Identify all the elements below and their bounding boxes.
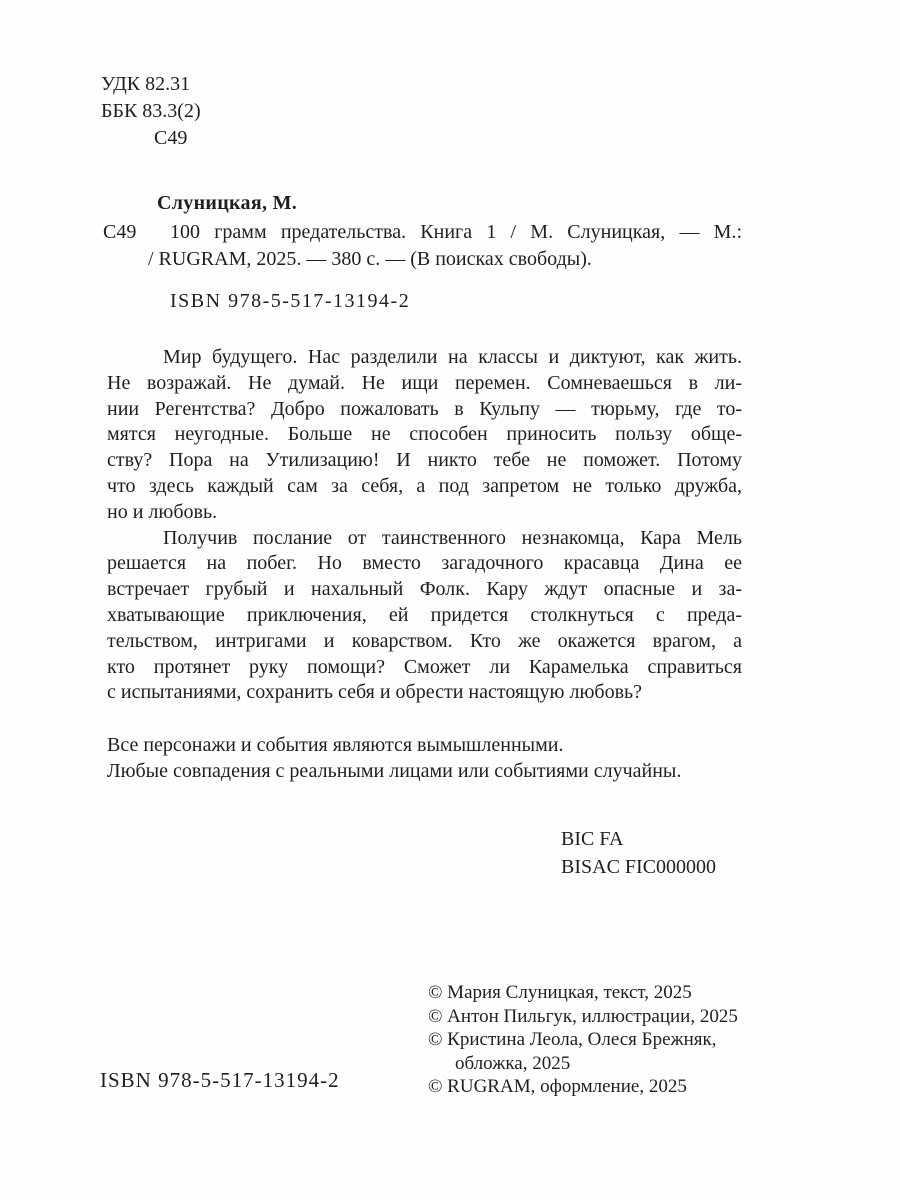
- text-line: Мир будущего. Нас разделили на классы и диктуют, как жить.: [163, 346, 742, 368]
- text-line: кто протянет руку помощи? Сможет ли Карамелька справиться: [107, 655, 742, 678]
- text-line: © Мария Слуницкая, текст, 2025: [428, 982, 692, 1003]
- text-line: хватывающие приключения, ей придется столкнуться с преда-: [107, 603, 742, 626]
- text-line: тельством, интригами и коварством. Кто же окажется врагом, а: [107, 629, 742, 652]
- annotation-paragraph-2: [107, 526, 742, 707]
- catalog-card: [103, 219, 742, 273]
- classification-block: [101, 71, 201, 152]
- text-line: Все персонажи и события являются вымышленными.: [107, 734, 564, 756]
- text-line: © Кристина Леола, Олеся Брежняк,: [428, 1029, 717, 1051]
- text-line: © RUGRAM, оформление, 2025: [428, 1076, 687, 1098]
- annotation-paragraph-1: [107, 345, 742, 526]
- text-line: мятся неугодные. Больше не способен приносить пользу обще-: [107, 423, 742, 446]
- text-line: решается на побег. Но вместо загадочного красавца Дина ее: [107, 552, 742, 575]
- author-heading: Слуницкая, М.: [157, 192, 298, 214]
- disclaimer-block: [107, 733, 787, 785]
- text-line: нии Регентства? Добро пожаловать в Кульпу — тюрьму, где то-: [107, 397, 742, 420]
- text-line: встречает грубый и нахальный Фолк. Кару ждут опасные и за-: [107, 578, 742, 601]
- isbn-top: ISBN 978-5-517-13194-2: [170, 290, 411, 312]
- text-line: © Антон Пильгук, иллюстрации, 2025: [428, 1005, 738, 1027]
- text-line: Не возражай. Не думай. Не ищи перемен. Сомневаешься в ли-: [107, 371, 742, 394]
- text-line: ству? Пора на Утилизацию! И никто тебе не поможет. Потому: [107, 449, 742, 472]
- bbk-line: ББК 83.3(2): [101, 100, 201, 122]
- bic-code: BIC FA: [561, 828, 624, 850]
- text-line: но и любовь.: [107, 500, 218, 523]
- catalog-code: С49: [103, 221, 137, 243]
- text-line: Любые совпадения с реальными лицами или событиями случайны.: [107, 759, 682, 782]
- text-line: Получив послание от таинственного незнакомца, Кара Мель: [163, 526, 742, 549]
- copyright-block: [428, 981, 788, 1099]
- isbn-bottom: ISBN 978-5-517-13194-2: [100, 1068, 340, 1092]
- text-line: обложка, 2025: [455, 1052, 571, 1074]
- text-line: что здесь каждый сам за себя, а под запретом не только дружба,: [107, 474, 742, 497]
- catalog-title-line: 100 грамм предательства. Книга 1 / М. Слуницкая, — М.:: [170, 221, 742, 243]
- udk-line: УДК 82.31: [101, 73, 191, 95]
- catalog-publisher-line: / RUGRAM, 2025. — 380 с. — (В поисках свободы).: [148, 248, 592, 270]
- bisac-code: BISAC FIC000000: [561, 855, 717, 878]
- author-sign-code: С49: [154, 127, 188, 149]
- annotation-block: [107, 345, 742, 706]
- text-line: с испытаниями, сохранить себя и обрести настоящую любовь?: [107, 681, 643, 704]
- trade-codes-block: [561, 826, 716, 881]
